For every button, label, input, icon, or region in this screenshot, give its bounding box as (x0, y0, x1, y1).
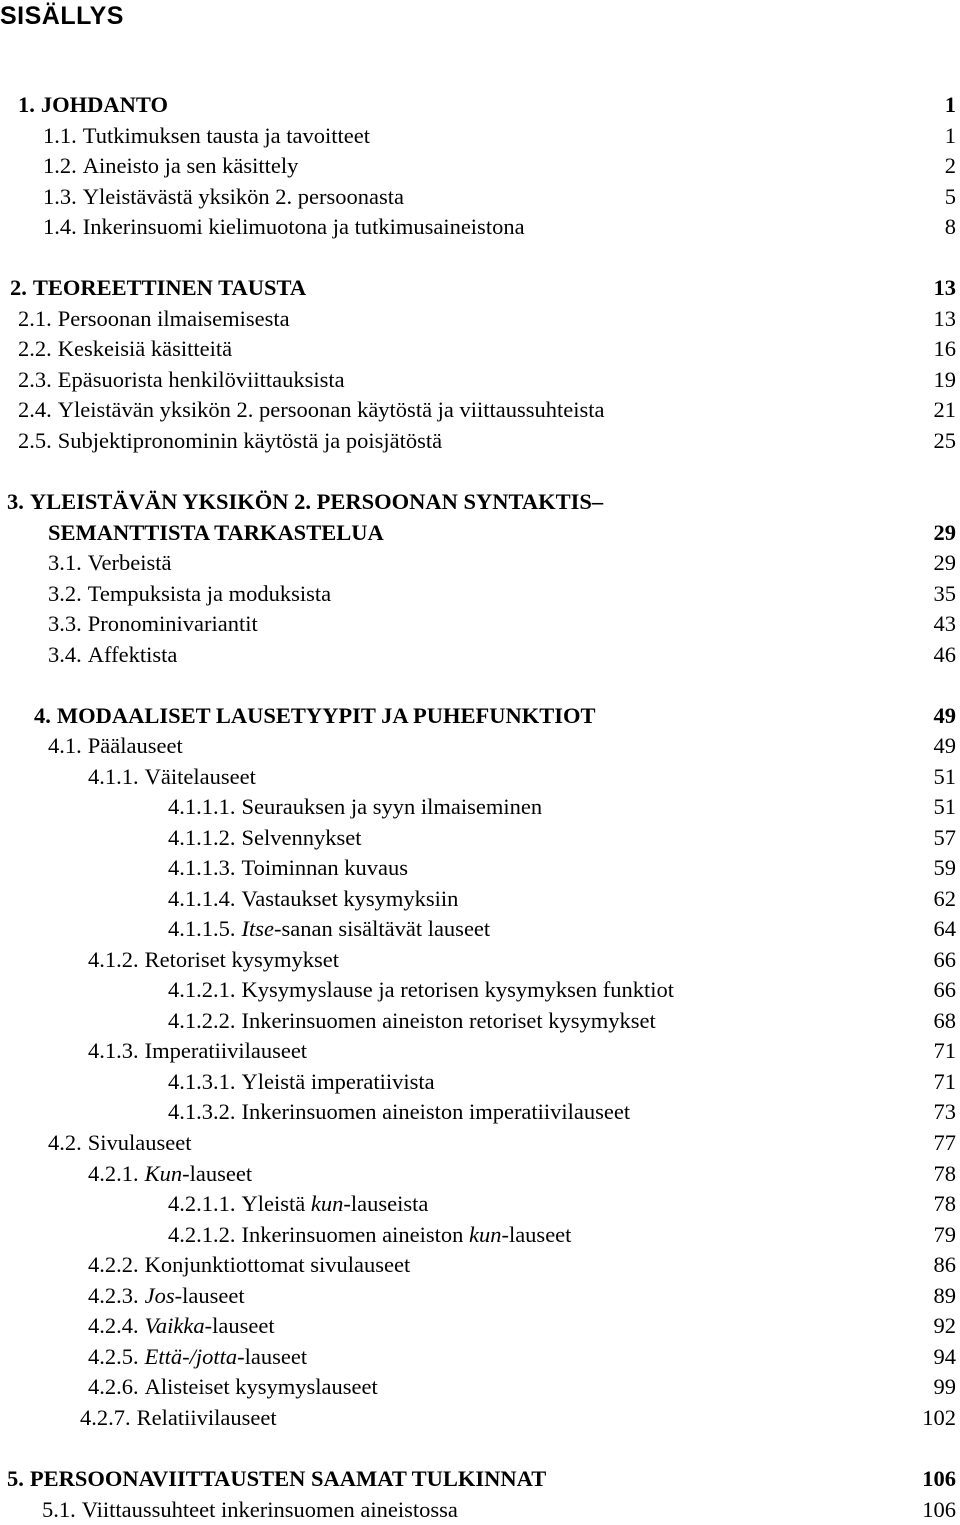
toc-entry-label (88, 1311, 275, 1341)
toc-entry (0, 762, 956, 792)
toc-entry-number: 4.2.5. (88, 1344, 139, 1369)
toc-entry-number: 4.2. (48, 1130, 82, 1155)
toc-entry (0, 1403, 956, 1433)
toc-entry-page-number: 86 (933, 1252, 956, 1277)
toc-entry-label (88, 762, 256, 792)
toc-entry-title: -sanan sisältävät lauseet (274, 916, 491, 941)
toc-entry (0, 701, 956, 731)
toc-entry-number: 4.1.1. (88, 764, 139, 789)
toc-entry (0, 884, 956, 914)
toc-entry-title: Konjunktiottomat sivulauseet (144, 1252, 411, 1277)
toc-entry-number: 3.2. (48, 581, 82, 606)
toc-entry-page-number: 62 (933, 886, 956, 911)
toc-entry-page-number: 73 (933, 1099, 956, 1124)
toc-entry (0, 823, 956, 853)
toc-entry-title-italic: Että-/jotta (144, 1344, 238, 1369)
toc-entry-page-number: 59 (933, 855, 956, 880)
toc-entry-page-number: 66 (933, 947, 956, 972)
toc-entry-page-number: 13 (933, 306, 956, 331)
toc-entry (0, 1036, 956, 1066)
toc-entry-label (18, 334, 232, 364)
toc-entry (0, 579, 956, 609)
toc-entry-label (168, 884, 458, 914)
toc-entry-page-number: 29 (933, 520, 956, 545)
toc-entry-number: 4.1.2.1. (168, 977, 236, 1002)
toc-entry-title: Yleistävästä yksikön 2. persoonasta (82, 184, 404, 209)
toc-entry-title: -lauseet (237, 1344, 308, 1369)
toc-entry-label (48, 548, 171, 578)
toc-entry-title: Keskeisiä käsitteitä (57, 336, 233, 361)
toc-entry-title: -lauseet (204, 1313, 275, 1338)
toc-entry-label (10, 273, 306, 303)
toc-entry-label (168, 1006, 656, 1036)
toc-entry-label (18, 395, 605, 425)
toc-entry (0, 395, 956, 425)
toc-entry-title: -lauseet (182, 1161, 253, 1186)
toc-entry-title: Kysymyslause ja retorisen kysymyksen funktiot (241, 977, 674, 1002)
toc-entry-number: 2.3. (18, 367, 52, 392)
toc-entry-number: 2.4. (18, 397, 52, 422)
toc-entry-title: Yleistävän yksikön 2. persoonan käytöstä ja viittaussuhteista (57, 397, 605, 422)
toc-entry (0, 1006, 956, 1036)
toc-entry-title: Alisteiset kysymyslauseet (144, 1374, 378, 1399)
toc-entry (0, 1067, 956, 1097)
toc-entry-page-number: 1 (944, 123, 956, 148)
toc-entry (0, 731, 956, 761)
toc-entry-title: JOHDANTO (40, 92, 168, 117)
toc-entry-title-italic: Itse (241, 916, 274, 941)
toc-entry-label (168, 792, 542, 822)
toc-entry-label (43, 151, 298, 181)
toc-entry-number: 4.2.1.1. (168, 1191, 236, 1216)
toc-entry (0, 975, 956, 1005)
toc-entry-label (88, 1159, 252, 1189)
toc-entry (0, 853, 956, 883)
toc-entry-label (43, 212, 525, 242)
toc-entry-page-number: 102 (922, 1405, 956, 1430)
toc-entry-title: -lauseista (343, 1191, 429, 1216)
toc-entry-title: Epäsuorista henkilöviittauksista (57, 367, 345, 392)
toc-entry-label (88, 1342, 307, 1372)
toc-entry-title: Vastaukset kysymyksiin (241, 886, 459, 911)
toc-entry (0, 426, 956, 456)
toc-entry-label (34, 701, 596, 731)
toc-entry (0, 1189, 956, 1219)
toc-entry-number: 2.1. (18, 306, 52, 331)
toc-entry-number: 4.1.1.3. (168, 855, 236, 880)
toc-entry-page-number: 25 (933, 428, 956, 453)
toc-entry-label (18, 365, 345, 395)
toc-entry-label (80, 1403, 277, 1433)
toc-entry-title: Tempuksista ja moduksista (87, 581, 332, 606)
toc-entry-title: -lauseet (501, 1222, 572, 1247)
toc-entry-label (43, 121, 370, 151)
toc-entry-page-number: 106 (922, 1497, 956, 1522)
toc-entry-title-italic: Jos (144, 1283, 175, 1308)
toc-entry-number: 2.2. (18, 336, 52, 361)
toc-entry-number: 2.5. (18, 428, 52, 453)
toc-entry-number: 1. (18, 92, 35, 117)
toc-entry (0, 1342, 956, 1372)
toc-entry-label (48, 609, 258, 639)
toc-entry-page-number: 64 (933, 916, 956, 941)
toc-entry-title: Inkerinsuomen aineiston retoriset kysymykset (241, 1008, 656, 1033)
toc-entry-title-italic: kun (310, 1191, 344, 1216)
toc-entry-page-number: 46 (933, 642, 956, 667)
toc-entry-title: Sivulauseet (87, 1130, 192, 1155)
toc-entry-number: 4.2.7. (80, 1405, 131, 1430)
toc-entry-page-number: 49 (933, 733, 956, 758)
toc-entry-label (18, 90, 168, 120)
toc-entry-number: 4.2.2. (88, 1252, 139, 1277)
toc-entry-page-number: 43 (933, 611, 956, 636)
toc-entry-label (7, 1464, 546, 1494)
toc-entry-label (7, 487, 603, 517)
toc-entry-number: 4.1. (48, 733, 82, 758)
toc-entry-page-number: 77 (933, 1130, 956, 1155)
page-title: SISÄLLYS (0, 2, 124, 30)
toc-entry-number: 4.1.2.2. (168, 1008, 236, 1033)
toc-entry-title: Tutkimuksen tausta ja tavoitteet (82, 123, 371, 148)
toc-entry-number: 4.2.6. (88, 1374, 139, 1399)
toc-entry-page-number: 49 (933, 703, 956, 728)
toc-entry-label (88, 1372, 378, 1402)
toc-entry-page-number: 106 (922, 1466, 956, 1491)
toc-entry-label (168, 853, 408, 883)
toc-entry (0, 365, 956, 395)
toc-entry-title: Yleistä imperatiivista (241, 1069, 435, 1094)
toc-entry-page-number: 99 (933, 1374, 956, 1399)
toc-entry-title: Relatiivilauseet (136, 1405, 277, 1430)
toc-entry-title: Affektista (87, 642, 178, 667)
toc-entry-label (88, 945, 339, 975)
toc-entry-label (18, 426, 442, 456)
toc-entry-label (43, 182, 404, 212)
toc-entry (0, 548, 956, 578)
toc-entry-title: Verbeistä (87, 550, 172, 575)
toc-entry-number: 5.1. (42, 1497, 76, 1522)
toc-entry-number: 4.1.3.2. (168, 1099, 236, 1124)
toc-entry-page-number: 71 (933, 1069, 956, 1094)
toc-entry-title-prefix: Inkerinsuomen aineiston (241, 1222, 469, 1247)
toc-entry (0, 1311, 956, 1341)
toc-entry-title: PERSOONAVIITTAUSTEN SAAMAT TULKINNAT (29, 1466, 547, 1491)
toc-entry-number: 4.2.4. (88, 1313, 139, 1338)
toc-entry-number: 4.2.3. (88, 1283, 139, 1308)
toc-entry-title-italic: Vaikka (144, 1313, 205, 1338)
toc-entry (0, 914, 956, 944)
toc-entry-page-number: 78 (933, 1191, 956, 1216)
toc-entry-number: 3.3. (48, 611, 82, 636)
toc-entry-number: 4.1.1.1. (168, 794, 236, 819)
toc-entry-page-number: 21 (933, 397, 956, 422)
toc-entry-label (168, 914, 490, 944)
toc-entry-number: 2. (10, 275, 27, 300)
toc-entry-title: Subjektipronominin käytöstä ja poisjätöstä (57, 428, 443, 453)
toc-entry-title: SEMANTTISTA TARKASTELUA (48, 520, 384, 545)
toc-entry-title: Päälauseet (87, 733, 183, 758)
toc-entry-title: MODAALISET LAUSETYYPIT JA PUHEFUNKTIOT (56, 703, 596, 728)
toc-entry-number: 1.2. (43, 153, 77, 178)
toc-entry (0, 1464, 956, 1494)
toc-entry-title: -lauseet (174, 1283, 245, 1308)
toc-entry-label (88, 1250, 410, 1280)
toc-entry-title: Väitelauseet (144, 764, 256, 789)
toc-entry (0, 1159, 956, 1189)
toc-entry-title: Toiminnan kuvaus (241, 855, 409, 880)
toc-entry-title: Retoriset kysymykset (144, 947, 339, 972)
toc-entry-label (88, 1036, 307, 1066)
toc-entry-number: 3.1. (48, 550, 82, 575)
toc-entry-page-number: 78 (933, 1161, 956, 1186)
toc-entry-title: Viittaussuhteet inkerinsuomen aineistossa (81, 1497, 458, 1522)
toc-entry (0, 304, 956, 334)
toc-entry-page-number: 94 (933, 1344, 956, 1369)
toc-entry (0, 334, 956, 364)
toc-entry (0, 212, 956, 242)
toc-entry-title: Persoonan ilmaisemisesta (57, 306, 290, 331)
toc-entry-page-number: 89 (933, 1283, 956, 1308)
toc-entry-title-italic: Kun (144, 1161, 183, 1186)
toc-entry-label (48, 1128, 191, 1158)
toc-entry-page-number: 19 (933, 367, 956, 392)
toc-entry-label (48, 579, 331, 609)
toc-entry-label (168, 823, 361, 853)
toc-entry-label (168, 1067, 435, 1097)
toc-entry-title: Inkerinsuomen aineiston imperatiivilauseet (241, 1099, 631, 1124)
toc-entry-title: Selvennykset (241, 825, 362, 850)
toc-entry-page-number: 79 (933, 1222, 956, 1247)
toc-entry-page-number: 66 (933, 977, 956, 1002)
toc-entry-number: 4.1.3. (88, 1038, 139, 1063)
toc-entry (0, 1250, 956, 1280)
toc-entry-page-number: 68 (933, 1008, 956, 1033)
toc-entry-number: 1.4. (43, 214, 77, 239)
toc-entry-title: Inkerinsuomi kielimuotona ja tutkimusaineistona (82, 214, 525, 239)
toc-entry (0, 1097, 956, 1127)
toc-entry-page-number: 29 (933, 550, 956, 575)
toc-entry (0, 121, 956, 151)
toc-entry-number: 4.1.2. (88, 947, 139, 972)
toc-entry-label (88, 1281, 245, 1311)
toc-entry-page-number: 13 (933, 275, 956, 300)
toc-entry (0, 90, 956, 120)
toc-entry-page-number: 8 (944, 214, 956, 239)
toc-entry-label (168, 975, 674, 1005)
toc-entry-title: YLEISTÄVÄN YKSIKÖN 2. PERSOONAN SYNTAKTIS– (29, 489, 604, 514)
toc-entry-label (48, 640, 177, 670)
toc-entry (0, 1220, 956, 1250)
toc-entry-page-number: 92 (933, 1313, 956, 1338)
toc-entry-title-prefix: Yleistä (241, 1191, 311, 1216)
toc-entry (0, 151, 956, 181)
toc-entry-label (18, 304, 290, 334)
toc-entry (0, 1281, 956, 1311)
toc-entry-number: 3.4. (48, 642, 82, 667)
toc-entry-number: 1.3. (43, 184, 77, 209)
toc-entry-number: 4.1.1.2. (168, 825, 236, 850)
toc-entry-title: Pronominivariantit (87, 611, 258, 636)
toc-entry (0, 273, 956, 303)
toc-entry-label (168, 1220, 571, 1250)
toc-entry-title: Imperatiivilauseet (144, 1038, 308, 1063)
toc-entry (0, 487, 956, 517)
toc-entry (0, 945, 956, 975)
toc-entry-label (48, 518, 384, 548)
toc-entry (0, 182, 956, 212)
toc-entry (0, 1372, 956, 1402)
toc-entry-page-number: 57 (933, 825, 956, 850)
toc-entry-number: 4.1.3.1. (168, 1069, 236, 1094)
toc-entry (0, 1128, 956, 1158)
toc-entry-number: 4.2.1.2. (168, 1222, 236, 1247)
toc-entry-page-number: 51 (933, 794, 956, 819)
toc-entry-title: Seurauksen ja syyn ilmaiseminen (241, 794, 543, 819)
toc-entry-number: 3. (7, 489, 24, 514)
toc-entry-number: 1.1. (43, 123, 77, 148)
toc-entry (0, 518, 956, 548)
toc-entry-label (48, 731, 183, 761)
toc-entry-page-number: 2 (944, 153, 956, 178)
toc-entry-page-number: 5 (944, 184, 956, 209)
toc-entry-label (168, 1097, 630, 1127)
toc-entry-page-number: 35 (933, 581, 956, 606)
toc-entry-title: Aineisto ja sen käsittely (82, 153, 299, 178)
toc-entry-page-number: 71 (933, 1038, 956, 1063)
toc-entry-number: 5. (7, 1466, 24, 1491)
toc-entry-number: 4.1.1.4. (168, 886, 236, 911)
toc-entry (0, 609, 956, 639)
toc-entry-label (168, 1189, 428, 1219)
toc-entry (0, 792, 956, 822)
toc-entry-page-number: 16 (933, 336, 956, 361)
toc-entry-number: 4. (34, 703, 51, 728)
toc-entry-page-number: 1 (944, 92, 956, 117)
toc-entry-title: TEOREETTINEN TAUSTA (32, 275, 307, 300)
toc-entry-page-number: 51 (933, 764, 956, 789)
toc-entry-title-italic: kun (468, 1222, 502, 1247)
toc-entry-number: 4.2.1. (88, 1161, 139, 1186)
toc-entry-number: 4.1.1.5. (168, 916, 236, 941)
toc-entry (0, 640, 956, 670)
